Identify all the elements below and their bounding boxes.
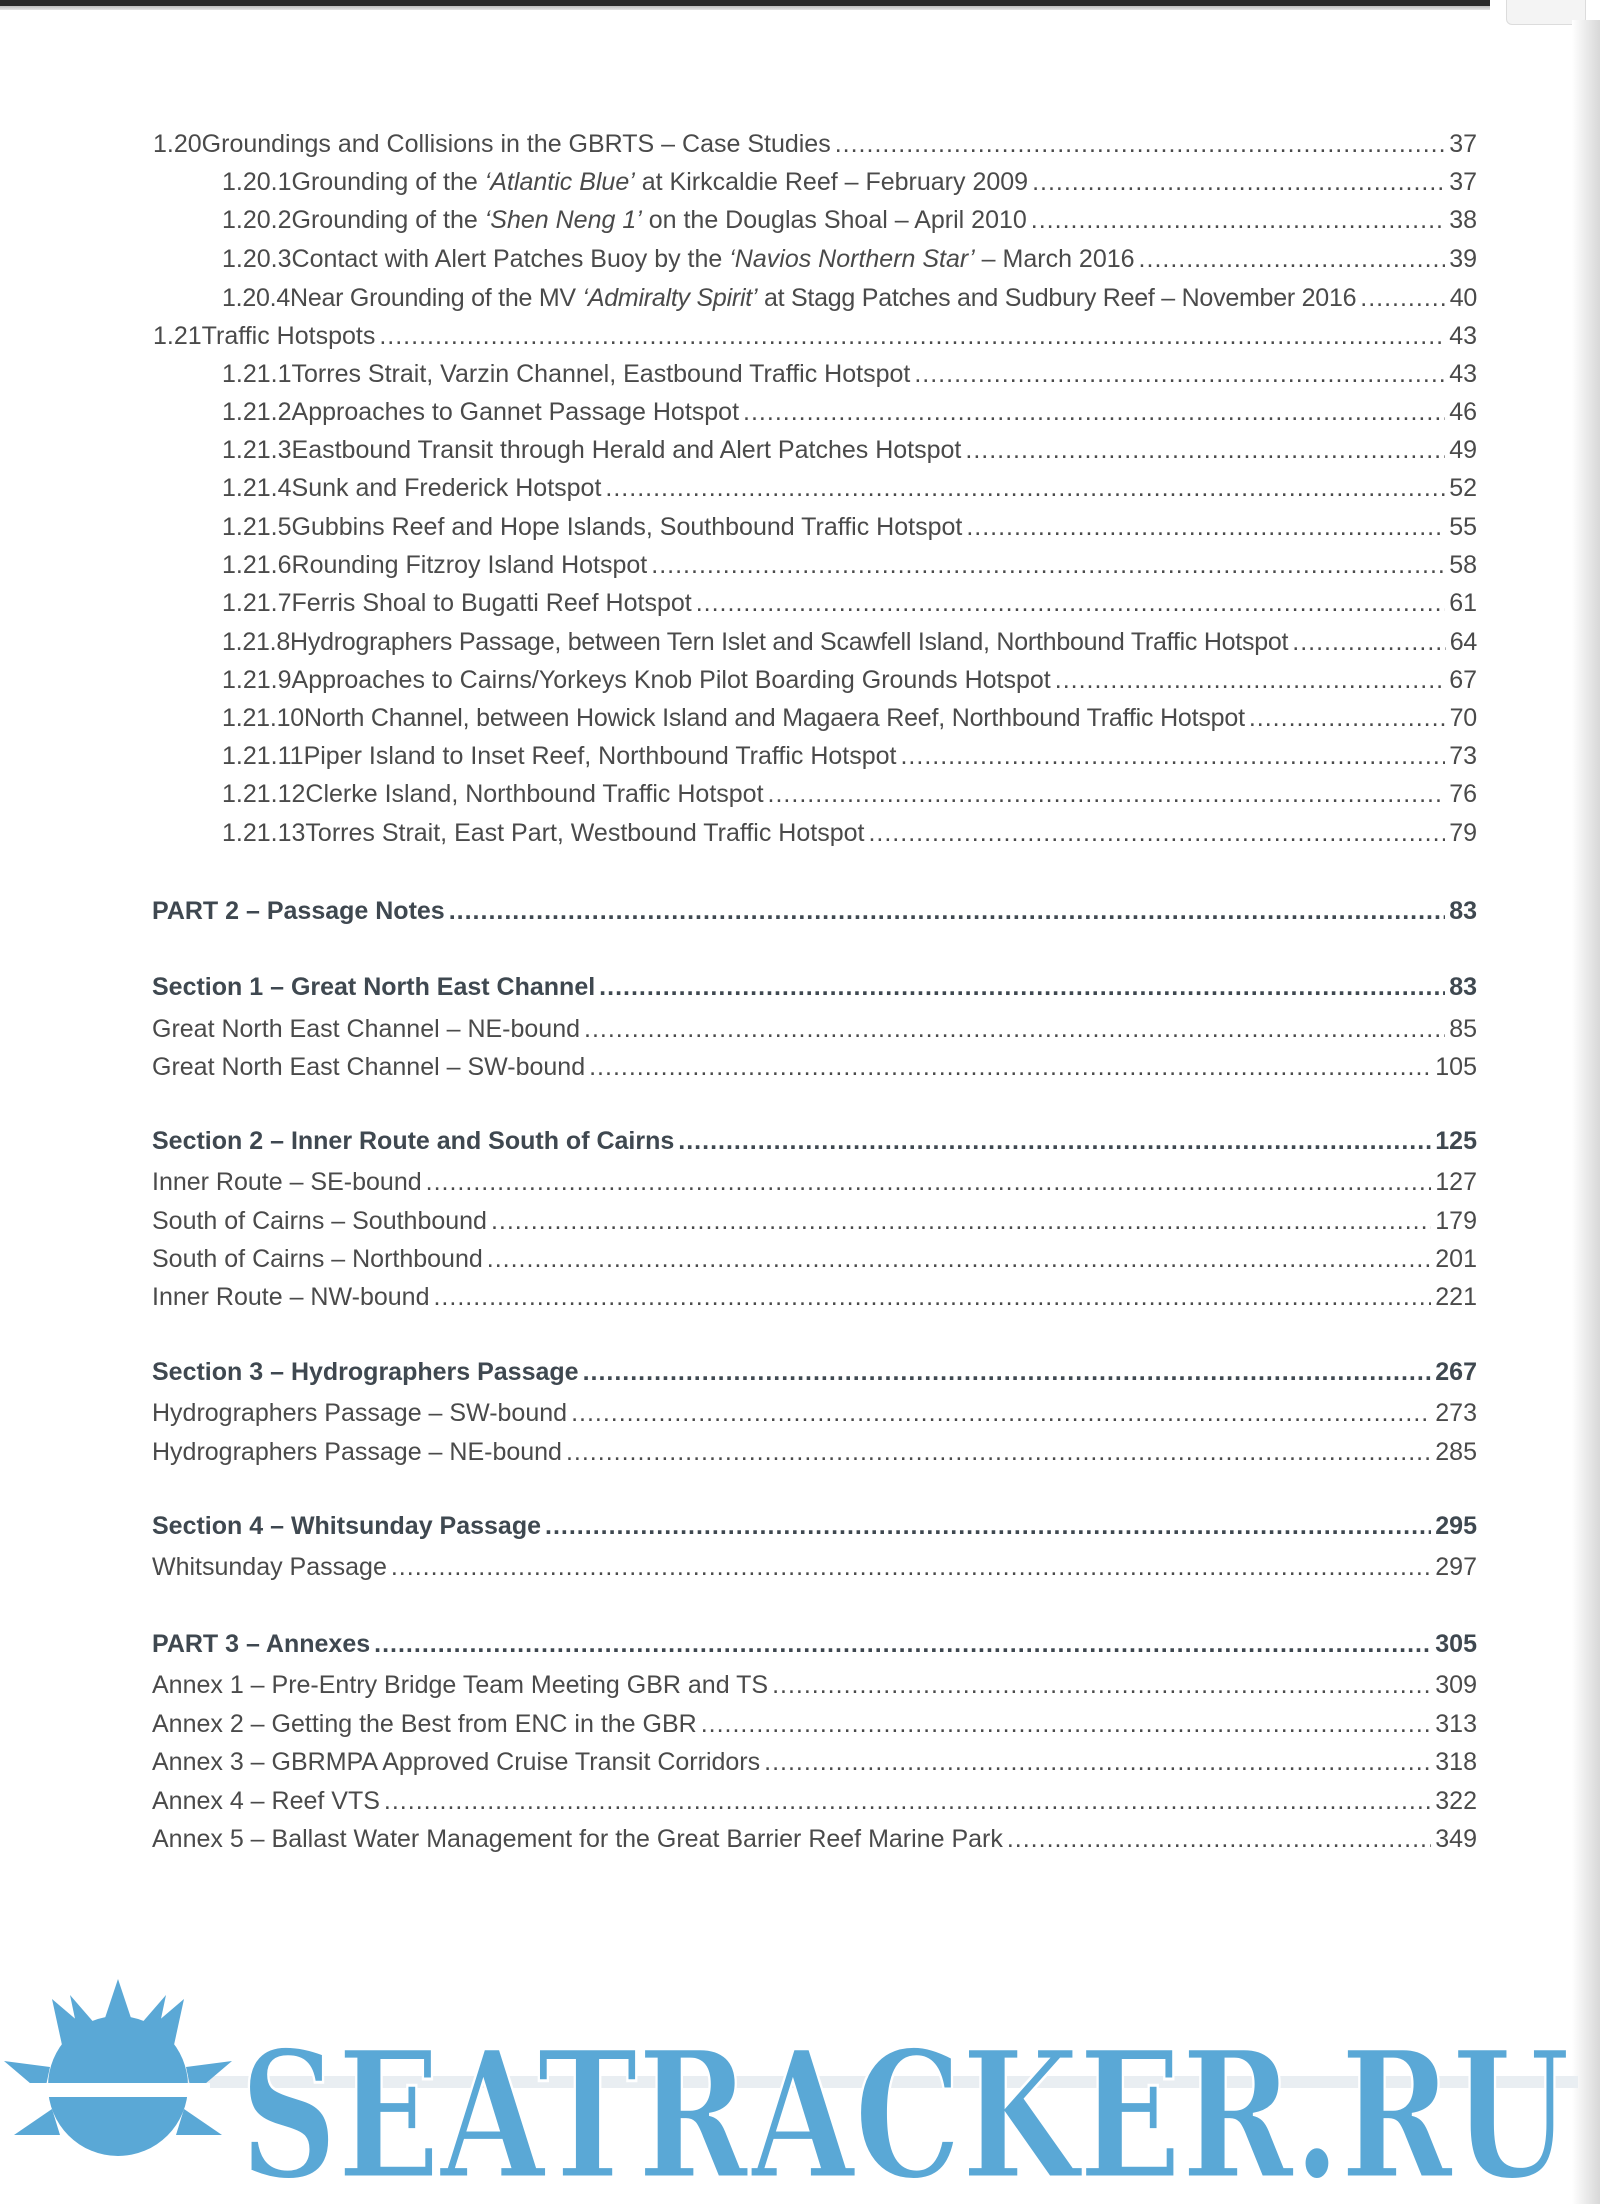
toc-leader-dots — [545, 1508, 1431, 1544]
toc-title: Annex 2 – Getting the Best from ENC in the GBR — [152, 1710, 697, 1738]
toc-title: Torres Strait, Varzin Channel, Eastbound Traffic Hotspot — [291, 360, 911, 388]
toc-entry-1-21-8[interactable] — [222, 624, 1477, 660]
toc-title: Great North East Channel – NE-bound — [152, 1015, 581, 1043]
toc-number: 1.21.9 — [222, 666, 292, 694]
toc-leader-dots — [868, 815, 1445, 851]
toc-entry[interactable] — [152, 1011, 1477, 1047]
toc-page: 76 — [1449, 780, 1477, 808]
toc-title: Near Grounding of the MV ‘Admiralty Spirit’ at Stagg Patches and Sudbury Reef – November 2016 — [290, 284, 1357, 312]
toc-title: Gubbins Reef and Hope Islands, Southbound Traffic Hotspot — [291, 513, 963, 541]
toc-entry[interactable] — [152, 1279, 1477, 1315]
toc-title: Whitsunday Passage — [152, 1553, 387, 1581]
toc-title: Section 1 – Great North East Channel — [152, 973, 596, 1001]
toc-number: 1.21.2 — [222, 398, 292, 426]
toc-page: 201 — [1435, 1245, 1477, 1273]
toc-number: 1.20.1 — [222, 168, 292, 196]
toc-number: 1.21.11 — [222, 742, 304, 770]
toc-title: Traffic Hotspots — [201, 322, 376, 350]
toc-title: Hydrographers Passage – NE-bound — [152, 1438, 562, 1466]
toc-entry-1-21-2[interactable] — [222, 394, 1477, 430]
toc-page: 38 — [1449, 206, 1477, 234]
toc-number: 1.20.2 — [222, 206, 292, 234]
toc-number: 1.21.12 — [222, 780, 306, 808]
toc-leader-dots — [1139, 241, 1446, 277]
toc-page: 46 — [1449, 398, 1477, 426]
toc-title: Annex 4 – Reef VTS — [152, 1787, 380, 1815]
toc-leader-dots — [914, 356, 1445, 392]
toc-title: Great North East Channel – SW-bound — [152, 1053, 586, 1081]
toc-entry-1-20-2[interactable] — [222, 202, 1477, 238]
toc-number: 1.21.10 — [222, 704, 305, 732]
toc-leader-dots — [374, 1626, 1431, 1662]
vessel-name: ‘Atlantic Blue’ — [484, 168, 635, 196]
toc-page: 322 — [1435, 1787, 1477, 1815]
toc-number: 1.21.4 — [222, 474, 292, 502]
toc-heading-section-3[interactable] — [152, 1354, 1477, 1390]
toc-title: Contact with Alert Patches Buoy by the ‘Navios Northern Star’ – March 2016 — [291, 245, 1135, 273]
toc-entry[interactable] — [152, 1667, 1477, 1703]
toc-page: 125 — [1435, 1127, 1477, 1155]
toc-leader-dots — [449, 893, 1445, 929]
toc-leader-dots — [772, 1667, 1431, 1703]
toc-leader-dots — [1249, 700, 1446, 736]
toc-title: South of Cairns – Northbound — [152, 1245, 483, 1273]
toc-leader-dots — [1007, 1821, 1431, 1857]
toc-leader-dots — [966, 509, 1445, 545]
toc-entry[interactable] — [152, 1049, 1477, 1085]
toc-title: Groundings and Collisions in the GBRTS – Case Studies — [201, 130, 831, 158]
toc-page: 55 — [1449, 513, 1477, 541]
toc-entry-1-21-4[interactable] — [222, 470, 1477, 506]
toc-page: 58 — [1449, 551, 1477, 579]
toc-entry-1-21-3[interactable] — [222, 432, 1477, 468]
toc-title: Eastbound Transit through Herald and Alert Patches Hotspot — [291, 436, 962, 464]
toc-page: 37 — [1449, 168, 1477, 196]
toc-entry-1-21-1[interactable] — [222, 356, 1477, 392]
toc-page: 79 — [1449, 819, 1477, 847]
toc-leader-dots — [965, 432, 1445, 468]
toc-entry-1-21-13[interactable] — [222, 815, 1477, 851]
toc-page: 309 — [1435, 1671, 1477, 1699]
toc-entry-1-20-1[interactable] — [222, 164, 1477, 200]
toc-title: Approaches to Gannet Passage Hotspot — [291, 398, 740, 426]
toc-page: 295 — [1435, 1512, 1477, 1540]
toc-leader-dots — [743, 394, 1445, 430]
toc-title: Section 4 – Whitsunday Passage — [152, 1512, 542, 1540]
page-edge-shadow — [1572, 20, 1600, 2204]
toc-leader-dots — [566, 1434, 1431, 1470]
watermark-logo — [0, 1975, 1600, 2204]
page-number: IV — [800, 2098, 820, 2120]
toc-entry-1-20-3[interactable] — [222, 241, 1477, 277]
toc-page: 285 — [1435, 1438, 1477, 1466]
toc-title: Ferris Shoal to Bugatti Reef Hotspot — [291, 589, 692, 617]
toc-number: 1.21.3 — [222, 436, 292, 464]
toc-leader-dots — [571, 1395, 1431, 1431]
toc-entry-1-21-6[interactable] — [222, 547, 1477, 583]
toc-title: Hydrographers Passage, between Tern Islet and Scawfell Island, Northbound Traffic Hotspot — [290, 628, 1289, 656]
toc-page: 64 — [1449, 628, 1477, 656]
toc-leader-dots — [391, 1549, 1431, 1585]
toc-page: 49 — [1449, 436, 1477, 464]
toc-page: 67 — [1449, 666, 1477, 694]
toc-title: Inner Route – SE-bound — [152, 1168, 422, 1196]
toc-page: 179 — [1435, 1207, 1477, 1235]
toc-page: 305 — [1435, 1630, 1477, 1658]
toc-leader-dots — [584, 1011, 1445, 1047]
toc-entry-1-20[interactable] — [153, 126, 1477, 162]
toc-heading-section-4[interactable] — [152, 1508, 1477, 1544]
toc-page: 73 — [1449, 742, 1477, 770]
toc-leader-dots — [835, 126, 1445, 162]
vessel-name: ‘Shen Neng 1’ — [484, 206, 642, 234]
toc-leader-dots — [426, 1164, 1432, 1200]
toc-page: 273 — [1435, 1399, 1477, 1427]
toc-number: 1.20.4 — [222, 284, 291, 312]
toc-title: Approaches to Cairns/Yorkeys Knob Pilot Boarding Grounds Hotspot — [291, 666, 1051, 694]
vessel-name: ‘Navios Northern Star’ — [729, 245, 975, 273]
toc-number: 1.21.6 — [222, 551, 292, 579]
toc-title: Inner Route – NW-bound — [152, 1283, 430, 1311]
toc-page: 40 — [1449, 284, 1477, 312]
top-scan-rule — [0, 0, 1490, 10]
watermark-graphic — [0, 1975, 1600, 2204]
toc-leader-dots — [605, 470, 1445, 506]
toc-leader-dots — [1055, 662, 1445, 698]
toc-page: 61 — [1449, 589, 1477, 617]
toc-page: 313 — [1435, 1710, 1477, 1738]
toc-title: South of Cairns – Southbound — [152, 1207, 487, 1235]
toc-leader-dots — [678, 1123, 1431, 1159]
toc-entry[interactable] — [152, 1434, 1477, 1470]
toc-page: 43 — [1449, 322, 1477, 350]
toc-page: 85 — [1449, 1015, 1477, 1043]
toc-title: Hydrographers Passage – SW-bound — [152, 1399, 568, 1427]
toc-entry-1-21-9[interactable] — [222, 662, 1477, 698]
toc-entry-1-21-5[interactable] — [222, 509, 1477, 545]
toc-title: Clerke Island, Northbound Traffic Hotspot — [305, 780, 764, 808]
toc-heading-section-1[interactable] — [152, 969, 1477, 1005]
toc-leader-dots — [384, 1783, 1431, 1819]
toc-title: Annex 5 – Ballast Water Management for the Great Barrier Reef Marine Park — [152, 1825, 1003, 1853]
toc-title: Torres Strait, East Part, Westbound Traffic Hotspot — [305, 819, 865, 847]
toc-leader-dots — [487, 1241, 1432, 1277]
toc-entry[interactable] — [152, 1821, 1477, 1857]
toc-leader-dots — [1032, 164, 1445, 200]
toc-leader-dots — [1031, 202, 1445, 238]
toc-heading-part-3[interactable] — [152, 1626, 1477, 1662]
vessel-name: ‘Admiralty Spirit’ — [582, 284, 758, 312]
toc-leader-dots — [379, 318, 1445, 354]
toc-leader-dots — [764, 1744, 1431, 1780]
toc-page: 221 — [1435, 1283, 1477, 1311]
toc-page: 37 — [1449, 130, 1477, 158]
toc-page: 127 — [1435, 1168, 1477, 1196]
toc-number: 1.21.8 — [222, 628, 291, 656]
toc-title: Grounding of the ‘Atlantic Blue’ at Kirkcaldie Reef – February 2009 — [291, 168, 1029, 196]
toc-entry-1-21-11[interactable] — [222, 738, 1477, 774]
toc-page: 43 — [1449, 360, 1477, 388]
toc-title: Sunk and Frederick Hotspot — [291, 474, 602, 502]
toc-number: 1.21.5 — [222, 513, 292, 541]
toc-page: 52 — [1449, 474, 1477, 502]
toc-page: 83 — [1449, 897, 1477, 925]
toc-leader-dots — [651, 547, 1445, 583]
toc-entry-1-21[interactable] — [153, 318, 1477, 354]
toc-number: 1.21.13 — [222, 819, 306, 847]
toc-page: 297 — [1435, 1553, 1477, 1581]
toc-number: 1.21.7 — [222, 589, 292, 617]
toc-entry[interactable] — [152, 1783, 1477, 1819]
toc-title: PART 2 – Passage Notes — [152, 897, 445, 925]
toc-leader-dots — [1360, 280, 1445, 316]
toc-title: Rounding Fitzroy Island Hotspot — [291, 551, 648, 579]
toc-page: 318 — [1435, 1748, 1477, 1776]
watermark-text: SEATRACKER.RU — [240, 2012, 1570, 2204]
toc-page: 349 — [1435, 1825, 1477, 1853]
toc-title: Section 3 – Hydrographers Passage — [152, 1358, 579, 1386]
toc-leader-dots — [589, 1049, 1431, 1085]
toc-leader-dots — [696, 585, 1445, 621]
toc-title: Annex 1 – Pre-Entry Bridge Team Meeting GBR and TS — [152, 1671, 769, 1699]
toc-leader-dots — [768, 776, 1446, 812]
toc-leader-dots — [701, 1706, 1432, 1742]
toc-number: 1.21 — [153, 322, 202, 350]
toc-title: Annex 3 – GBRMPA Approved Cruise Transit Corridors — [152, 1748, 761, 1776]
toc-entry[interactable] — [152, 1395, 1477, 1431]
toc-entry[interactable] — [152, 1203, 1477, 1239]
toc-leader-dots — [583, 1354, 1432, 1390]
toc-heading-part-2[interactable] — [152, 893, 1477, 929]
toc-entry-1-21-7[interactable] — [222, 585, 1477, 621]
toc-entry[interactable] — [152, 1241, 1477, 1277]
toc-number: 1.20.3 — [222, 245, 292, 273]
toc-entry[interactable] — [152, 1549, 1477, 1585]
toc-leader-dots — [1292, 624, 1445, 660]
toc-entry[interactable] — [152, 1164, 1477, 1200]
toc-page: 83 — [1449, 973, 1477, 1001]
toc-page: 70 — [1449, 704, 1477, 732]
toc-leader-dots — [491, 1203, 1431, 1239]
toc-entry-1-21-12[interactable] — [222, 776, 1477, 812]
toc-page: 39 — [1449, 245, 1477, 273]
toc-entry-1-21-10[interactable] — [222, 700, 1477, 736]
toc-title: PART 3 – Annexes — [152, 1630, 371, 1658]
toc-heading-section-2[interactable] — [152, 1123, 1477, 1159]
toc-leader-dots — [433, 1279, 1431, 1315]
toc-page: 267 — [1435, 1358, 1477, 1386]
toc-number: 1.21.1 — [222, 360, 292, 388]
toc-title: Piper Island to Inset Reef, Northbound Traffic Hotspot — [303, 742, 897, 770]
toc-leader-dots — [900, 738, 1445, 774]
toc-entry[interactable] — [152, 1706, 1477, 1742]
toc-number: 1.20 — [153, 130, 202, 158]
toc-title: Section 2 – Inner Route and South of Cairns — [152, 1127, 675, 1155]
toc-entry[interactable] — [152, 1744, 1477, 1780]
sun-icon — [4, 1979, 232, 2156]
toc-title: Grounding of the ‘Shen Neng 1’ on the Douglas Shoal – April 2010 — [291, 206, 1027, 234]
toc-leader-dots — [599, 969, 1445, 1005]
toc-page: 105 — [1435, 1053, 1477, 1081]
toc-entry-1-20-4[interactable] — [222, 280, 1477, 316]
toc-title: North Channel, between Howick Island and Magaera Reef, Northbound Traffic Hotspot — [304, 704, 1245, 732]
